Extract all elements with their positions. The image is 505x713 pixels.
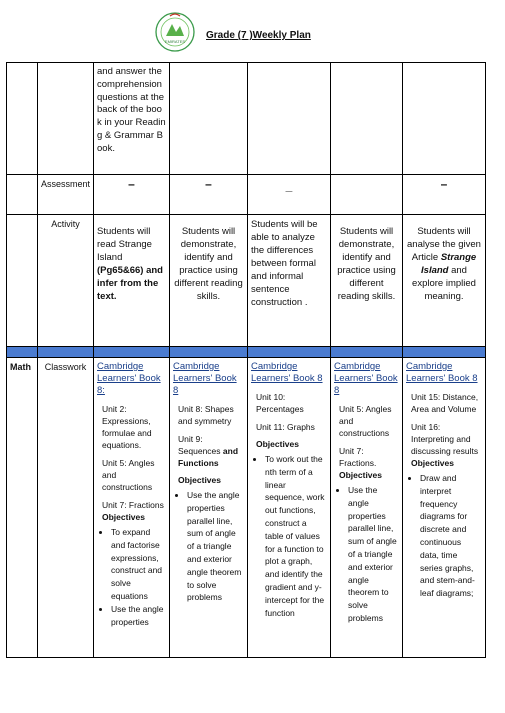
unit-text: Unit 5: Angles and constructions — [339, 404, 392, 438]
activity-col1-text: Students will read Strange Island — [97, 226, 152, 263]
objectives-heading: Objectives — [178, 475, 221, 485]
activity-col2: Students will demonstrate, identify and practice using different reading skills. — [170, 215, 248, 347]
objectives-list — [97, 526, 166, 628]
activity-col4: Students will demonstrate, identify and practice using different reading skills. — [331, 215, 403, 347]
subject-cell-empty — [7, 215, 38, 347]
school-logo — [150, 10, 200, 54]
objectives-list — [173, 489, 244, 604]
math-col4 — [331, 358, 403, 658]
objectives-heading: Objectives — [256, 439, 299, 449]
math-row — [7, 358, 486, 658]
reading-col5 — [403, 63, 486, 175]
activity-row — [7, 215, 486, 347]
unit-text: Unit 2: Expressions, formulae and equations. — [102, 404, 152, 450]
activity-col5-text-a: Students will analyse the given Article — [407, 226, 481, 263]
activity-label: Activity — [38, 215, 94, 347]
svg-text:EMIRATES: EMIRATES — [164, 39, 186, 44]
unit-text: Unit 7: Fractions. — [339, 446, 377, 468]
subject-cell-empty — [7, 63, 38, 175]
page-title: Grade (7 )Weekly Plan — [206, 30, 311, 41]
math-col1 — [94, 358, 170, 658]
reading-col2 — [170, 63, 248, 175]
math-col5 — [403, 358, 486, 658]
label-cell-empty — [38, 63, 94, 175]
unit-text-a: Unit 9: Sequences — [178, 434, 223, 456]
subject-math: Math — [7, 358, 38, 658]
subject-cell-empty — [7, 175, 38, 215]
unit-text: Unit 5: Angles and constructions — [102, 458, 155, 492]
activity-col5-title: Strange Island — [421, 252, 477, 276]
reading-col3 — [248, 63, 331, 175]
page-header — [0, 0, 505, 62]
activity-col5-text-c: and explore implied meaning. — [412, 265, 476, 302]
list-item: • Draw and interpret frequency diagrams for discrete and continuous data, time series graphs, and stem-and-leaf diagrams; — [420, 472, 482, 600]
list-item: • To expand and factorise expressions, construct and solve equations — [111, 526, 166, 603]
list-item: • Use the angle properties parallel line, sum of angle of a triangle and exterior angle theorem to solve problems — [348, 484, 399, 625]
assessment-col2: – — [170, 175, 248, 215]
list-item: • To work out the nth term of a linear sequence, work out functions, construct a table of values for a function to plot a graph, and identify the gradient and y-intercept for the function — [265, 453, 327, 619]
unit-text: Unit 8: Shapes and symmetry — [178, 404, 234, 426]
reading-col4 — [331, 63, 403, 175]
reading-col1: and answer the comprehension questions at the back of the book in your Reading & Grammar Book. — [94, 63, 170, 175]
activity-col5 — [403, 215, 486, 347]
reading-row — [7, 63, 486, 175]
math-col3 — [248, 358, 331, 658]
activity-col1-bold: (Pg65&66) and infer from the text. — [97, 265, 163, 302]
activity-col1 — [94, 215, 170, 347]
unit-text: Unit 16: Interpreting and discussing results — [411, 422, 479, 456]
assessment-row — [7, 175, 486, 215]
book-title: Cambridge Learners' Book 8 — [334, 361, 398, 396]
assessment-col3: _ — [248, 175, 331, 215]
math-col2 — [170, 358, 248, 658]
book-title: Cambridge Learners' Book 8 — [173, 361, 237, 396]
assessment-col1: – — [94, 175, 170, 215]
list-item: • Use the angle properties parallel line, sum of angle of a triangle and exterior angle theorem to solve problems — [187, 489, 244, 604]
book-title: Cambridge Learners' Book 8: — [97, 361, 161, 396]
assessment-label: Assessment — [38, 175, 94, 215]
unit-text — [173, 433, 244, 469]
objectives-heading: Objectives — [102, 512, 145, 522]
unit-text: Unit 10: Percentages — [256, 392, 304, 414]
assessment-col4 — [331, 175, 403, 215]
classwork-label: Classwork — [38, 358, 94, 658]
assessment-col5: – — [403, 175, 486, 215]
objectives-list — [251, 453, 327, 619]
weekly-plan-table — [6, 62, 486, 658]
unit-text-b: and Functions — [178, 446, 239, 468]
unit-text: Unit 7: Fractions — [102, 500, 164, 510]
book-title: Cambridge Learners' Book 8 — [251, 361, 323, 384]
objectives-list — [406, 472, 482, 600]
unit-text: Unit 15: Distance, Area and Volume — [411, 392, 479, 414]
activity-col3: Students will be able to analyze the differences between formal and informal sentence construction . — [248, 215, 331, 347]
unit-text: Unit 11: Graphs — [256, 422, 315, 432]
list-item: • Use the angle properties — [111, 603, 166, 629]
objectives-list — [334, 484, 399, 625]
objectives-heading: Objectives — [411, 458, 454, 468]
section-divider — [7, 347, 486, 358]
objectives-heading: Objectives — [339, 470, 382, 480]
book-title: Cambridge Learners' Book 8 — [406, 361, 478, 384]
